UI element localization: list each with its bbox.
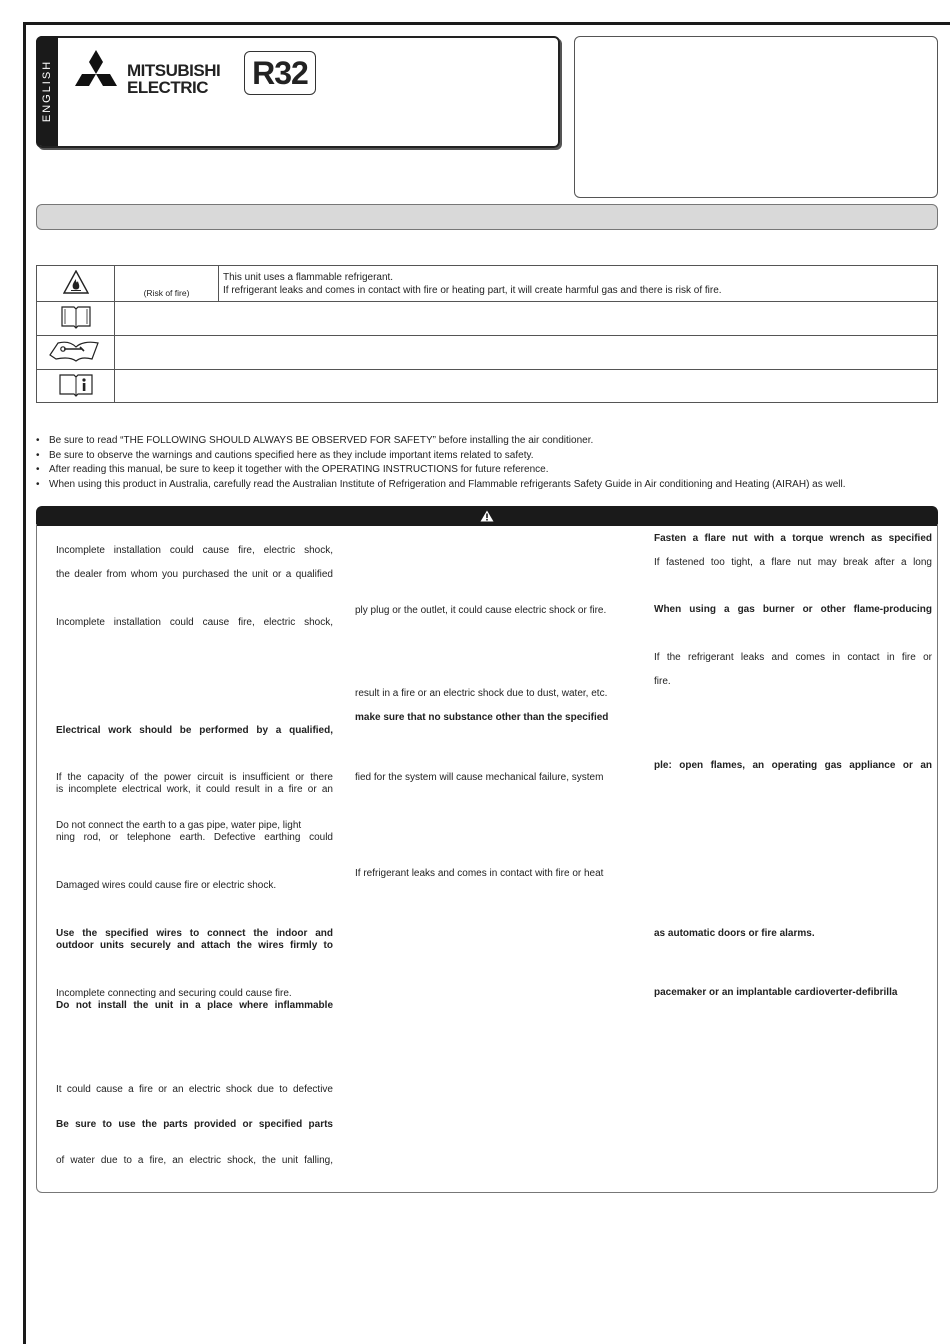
symbol-table <box>36 265 938 403</box>
list-item: • When using this product in Australia, carefully read the Australian Institute of Refrigeration and Flammable refrigerants Safety Guide in Air conditioning and Heating (AIRAH) as well. <box>36 478 946 493</box>
list-item: • Be sure to observe the warnings and cautions specified here as they include important items related to safety. <box>36 449 946 464</box>
warning-text: Incomplete connecting and securing could cause fire. <box>56 988 292 999</box>
three-diamonds-logo-icon <box>70 50 122 100</box>
service-manual-icon <box>48 339 104 363</box>
symbol-description <box>219 266 938 302</box>
warning-text: is incomplete electrical work, it could result in a fire or an <box>56 784 333 795</box>
warning-heading: Fasten a flare nut with a torque wrench as specified <box>654 533 932 544</box>
warning-heading: Electrical work should be performed by a qualified, <box>56 725 333 736</box>
warning-heading: make sure that no substance other than the specified <box>355 712 609 723</box>
list-item: • Be sure to read “THE FOLLOWING SHOULD ALWAYS BE OBSERVED FOR SAFETY” before installing the air conditioner. <box>36 434 946 449</box>
warning-heading: ple: open flames, an operating gas appliance or an <box>654 760 932 771</box>
section-title-bar <box>36 204 938 230</box>
warning-text: fire. <box>654 676 671 687</box>
warning-heading: Use the specified wires to connect the indoor and <box>56 928 333 939</box>
warning-text: It could cause a fire or an electric shock due to defective <box>56 1084 333 1095</box>
symbol-row <box>37 336 938 370</box>
warning-text: ply plug or the outlet, it could cause electric shock or fire. <box>355 605 607 616</box>
warning-text: If the refrigerant leaks and comes in contact in fire or <box>654 652 932 663</box>
symbol-row <box>37 266 938 302</box>
warning-text: If the capacity of the power circuit is insufficient or there <box>56 772 333 783</box>
page-top-rule <box>23 22 950 25</box>
symbol-line: If refrigerant leaks and comes in contact with fire or heating part, it will create harmful gas and there is risk of fire. <box>223 284 722 296</box>
warning-text: of water due to a fire, an electric shock, the unit falling, <box>56 1155 333 1166</box>
warning-header-bar <box>36 506 938 526</box>
warning-text: Incomplete installation could cause fire, electric shock, <box>56 617 333 628</box>
warning-text: Do not connect the earth to a gas pipe, water pipe, light <box>56 820 302 831</box>
warning-heading: outdoor units securely and attach the wires firmly to <box>56 940 333 951</box>
warning-heading: as automatic doors or fire alarms. <box>654 928 815 939</box>
warning-heading: Be sure to use the parts provided or specified parts <box>56 1119 333 1130</box>
warning-text: Incomplete installation could cause fire, electric shock, <box>56 545 333 556</box>
info-book-icon <box>58 372 94 398</box>
warning-text: If refrigerant leaks and comes in contact with fire or heat <box>355 868 604 879</box>
model-info-box <box>574 36 938 198</box>
warning-text: result in a fire or an electric shock due to dust, water, etc. <box>355 688 608 699</box>
symbol-row <box>37 370 938 403</box>
symbol-description <box>115 336 938 370</box>
list-item: • After reading this manual, be sure to keep it together with the OPERATING INSTRUCTIONS for future reference. <box>36 463 946 478</box>
manual-book-icon <box>59 304 93 330</box>
symbol-icon-cell <box>37 370 115 403</box>
page-left-rule <box>23 22 26 1344</box>
warning-text: ning rod, or telephone earth. Defective earthing could <box>56 832 333 843</box>
warning-heading: pacemaker or an implantable cardioverter-defibrilla <box>654 987 898 998</box>
symbol-label: (Risk of fire) <box>115 266 219 302</box>
warning-triangle-icon <box>480 510 494 522</box>
warning-text: fied for the system will cause mechanical failure, system <box>355 772 604 783</box>
warning-text: If fastened too tight, a flare nut may break after a long <box>654 557 932 568</box>
symbol-line: This unit uses a flammable refrigerant. <box>223 271 394 283</box>
brand-name-line1: MITSUBISHI <box>127 61 221 80</box>
symbol-icon-cell <box>37 336 115 370</box>
warning-text: Damaged wires could cause fire or electric shock. <box>56 880 277 891</box>
symbol-icon-cell <box>37 302 115 336</box>
warning-text: the dealer from whom you purchased the unit or a qualified <box>56 569 333 580</box>
warning-heading: Do not install the unit in a place where inflammable <box>56 1000 333 1011</box>
symbol-icon-cell <box>37 266 115 302</box>
brand-name-line2: ELECTRIC <box>127 78 208 97</box>
language-label: ENGLISH <box>41 59 54 123</box>
warning-heading: When using a gas burner or other flame-producing <box>654 604 932 615</box>
intro-bullet-list <box>36 434 946 492</box>
symbol-description <box>115 302 938 336</box>
flammable-warning-icon <box>63 270 89 294</box>
symbol-description <box>115 370 938 403</box>
symbol-row <box>37 302 938 336</box>
refrigerant-badge: R32 <box>244 51 316 95</box>
